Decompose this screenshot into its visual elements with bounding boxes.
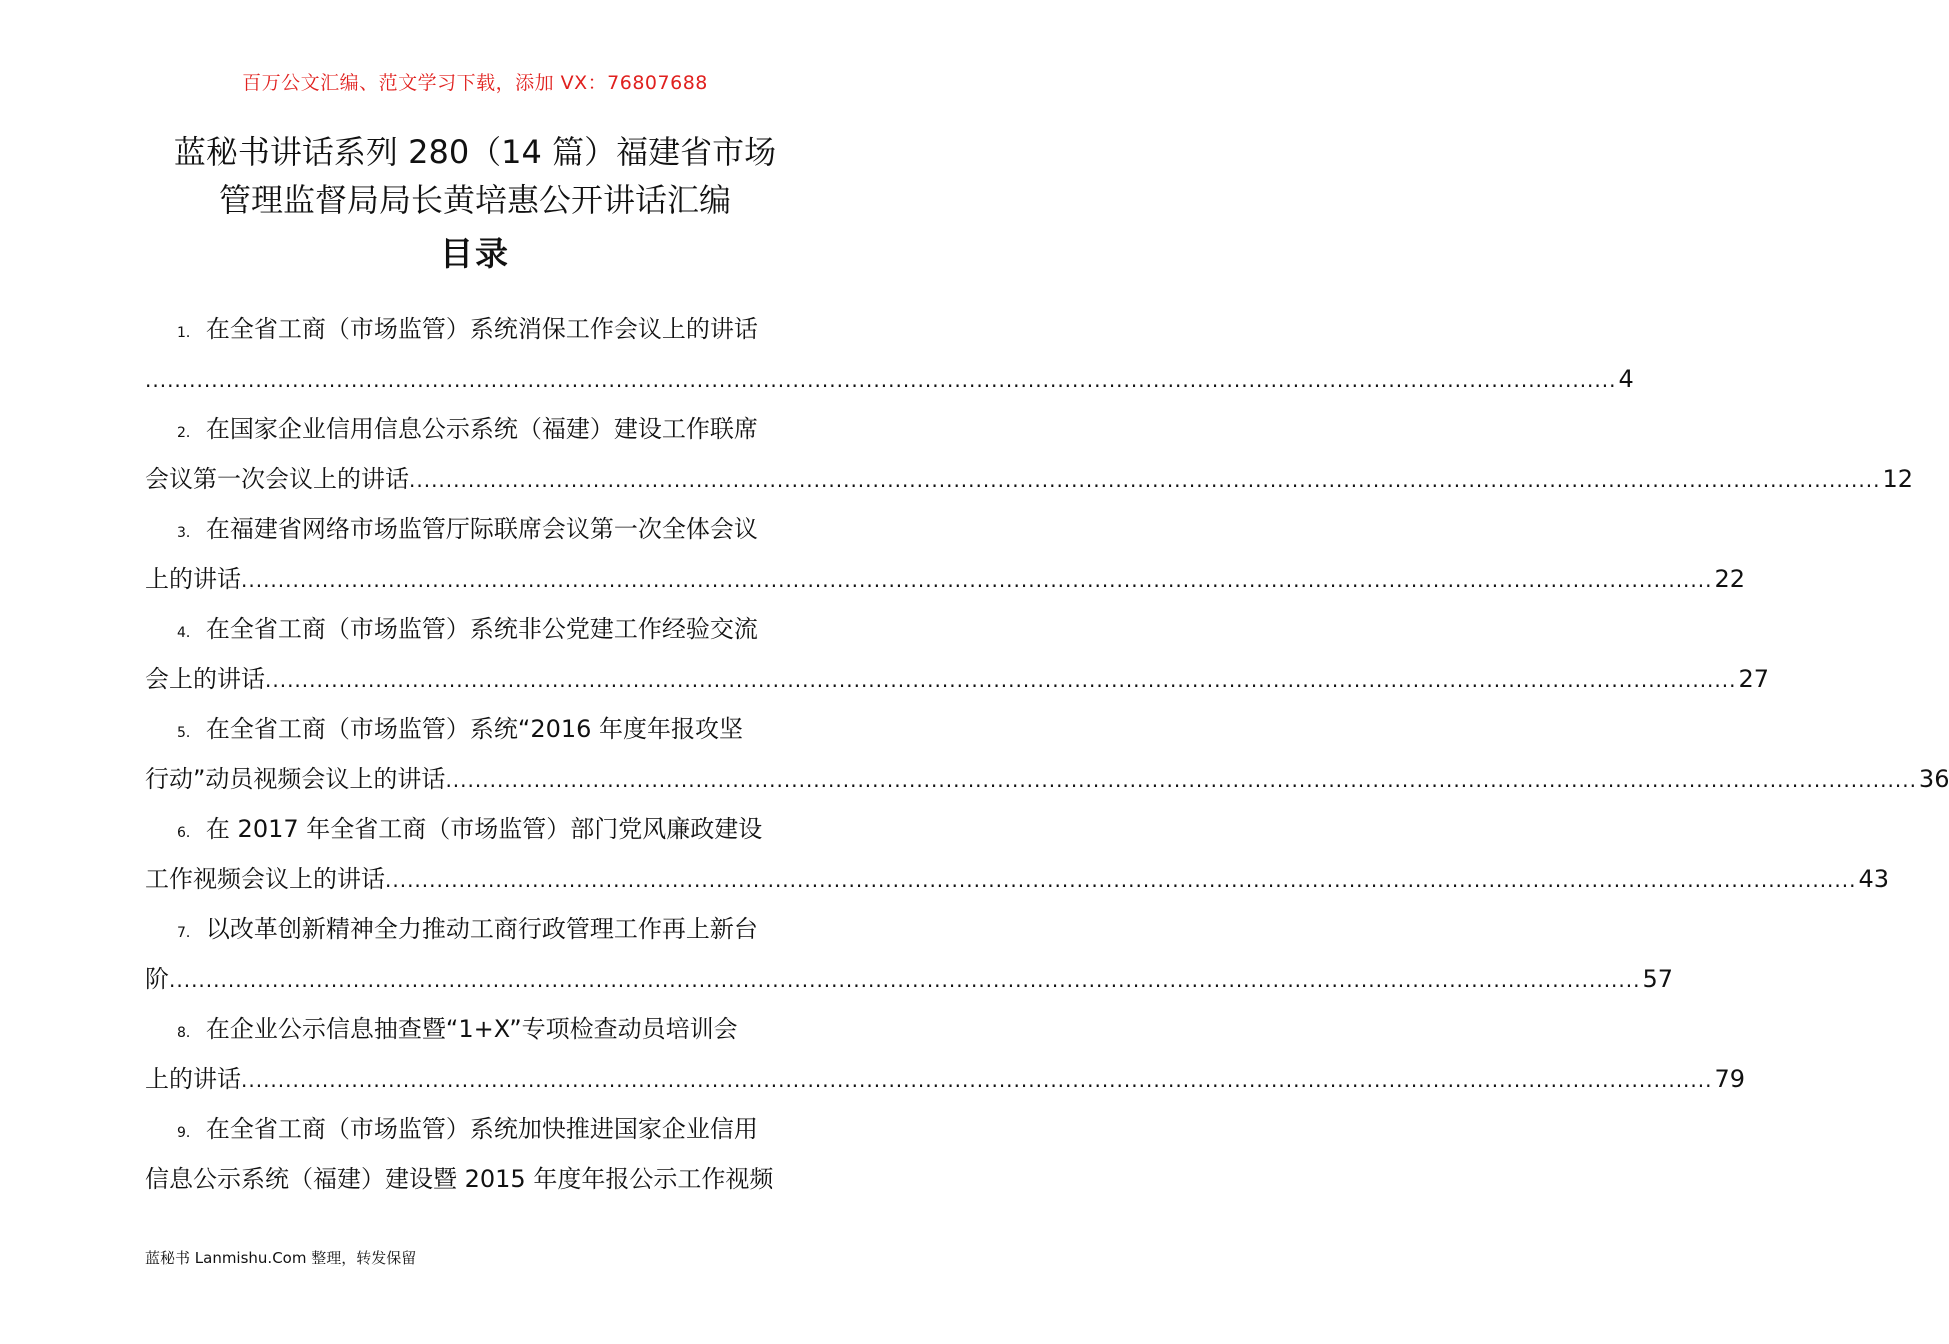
dot-leader: ........................................................................................................................................................................................................	[445, 768, 1917, 792]
toc-entry-number: 1．	[177, 325, 200, 341]
toc-entry-page: 43	[1858, 865, 1890, 893]
toc-entry-page: 36	[1918, 765, 1949, 793]
document-title	[120, 128, 830, 224]
toc-entry[interactable]	[145, 604, 1770, 704]
toc-entry-title: 在全省工商（市场监管）系统加快推进国家企业信用	[205, 1115, 758, 1143]
toc-entry-title-cont: 行动”动员视频会议上的讲话	[145, 765, 446, 793]
toc-entry-number: 7．	[177, 925, 200, 941]
dot-leader: ........................................................................................................................................................................................................	[385, 868, 1857, 892]
toc-entry-title-cont: 工作视频会议上的讲话	[145, 865, 385, 893]
toc-heading: 目录	[440, 234, 510, 273]
dot-leader: ........................................................................................................................................................................................................	[241, 568, 1713, 592]
title-line-1: 蓝秘书讲话系列 280（14 篇）福建省市场	[173, 133, 777, 171]
dot-leader: ........................................................................................................................................................................................................	[265, 668, 1737, 692]
dot-leader: ........................................................................................................................................................................................................	[409, 468, 1881, 492]
page-footer: 蓝秘书 Lanmishu.Com 整理，转发保留	[145, 1249, 417, 1267]
toc-entry-title: 在全省工商（市场监管）系统“2016 年度年报攻坚	[205, 715, 744, 743]
toc-entry-title-cont: 上的讲话	[145, 1065, 241, 1093]
dot-leader: ........................................................................................................................................................................................................	[145, 368, 1617, 392]
toc-entry-title-cont: 会上的讲话	[145, 665, 265, 693]
toc-entry-page: 79	[1714, 1065, 1746, 1093]
toc-entry-title-cont: 阶	[145, 965, 169, 993]
toc-entry[interactable]	[145, 904, 1674, 1004]
toc-entry-number: 9．	[177, 1125, 200, 1141]
toc-entry-title: 在福建省网络市场监管厅际联席会议第一次全体会议	[205, 515, 758, 543]
toc-entry[interactable]	[145, 1104, 807, 1204]
dot-leader: ........................................................................................................................................................................................................	[241, 1068, 1713, 1092]
toc-entry-title: 在全省工商（市场监管）系统消保工作会议上的讲话	[205, 315, 758, 343]
title-line-2: 管理监督局局长黄培惠公开讲话汇编	[218, 181, 731, 219]
table-of-contents	[145, 304, 1949, 1204]
toc-entry-page: 22	[1714, 565, 1746, 593]
dot-leader: ........................................................................................................................................................................................................	[169, 968, 1641, 992]
toc-entry-title: 以改革创新精神全力推动工商行政管理工作再上新台	[205, 915, 758, 943]
toc-entry-title: 在国家企业信用信息公示系统（福建）建设工作联席	[205, 415, 758, 443]
toc-entry-page: 57	[1642, 965, 1674, 993]
toc-entry-number: 6．	[177, 825, 200, 841]
toc-entry-title: 在企业公示信息抽查暨“1+X”专项检查动员培训会	[205, 1015, 738, 1043]
toc-entry[interactable]	[145, 304, 1634, 404]
toc-entry[interactable]	[145, 404, 1914, 504]
toc-entry-number: 4．	[177, 625, 200, 641]
toc-entry-page: 27	[1738, 665, 1770, 693]
toc-entry-title-cont: 信息公示系统（福建）建设暨 2015 年度年报公示工作视频	[145, 1165, 774, 1193]
toc-entry-number: 2．	[177, 425, 200, 441]
toc-entry-number: 3．	[177, 525, 200, 541]
toc-entry-title-cont: 上的讲话	[145, 565, 241, 593]
toc-entry-page: 12	[1882, 465, 1914, 493]
toc-entry[interactable]	[145, 1004, 1746, 1104]
toc-entry[interactable]	[145, 504, 1746, 604]
toc-entry-page: 4	[1618, 365, 1634, 393]
toc-entry-number: 5．	[177, 725, 200, 741]
toc-entry-number: 8．	[177, 1025, 200, 1041]
toc-entry-title: 在 2017 年全省工商（市场监管）部门党风廉政建设	[205, 815, 763, 843]
promo-banner: 百万公文汇编、范文学习下载，添加 VX：76807688	[242, 72, 708, 94]
toc-entry-title-cont: 会议第一次会议上的讲话	[145, 465, 409, 493]
toc-entry[interactable]	[145, 704, 1949, 804]
toc-entry-title: 在全省工商（市场监管）系统非公党建工作经验交流	[205, 615, 758, 643]
toc-entry[interactable]	[145, 804, 1890, 904]
